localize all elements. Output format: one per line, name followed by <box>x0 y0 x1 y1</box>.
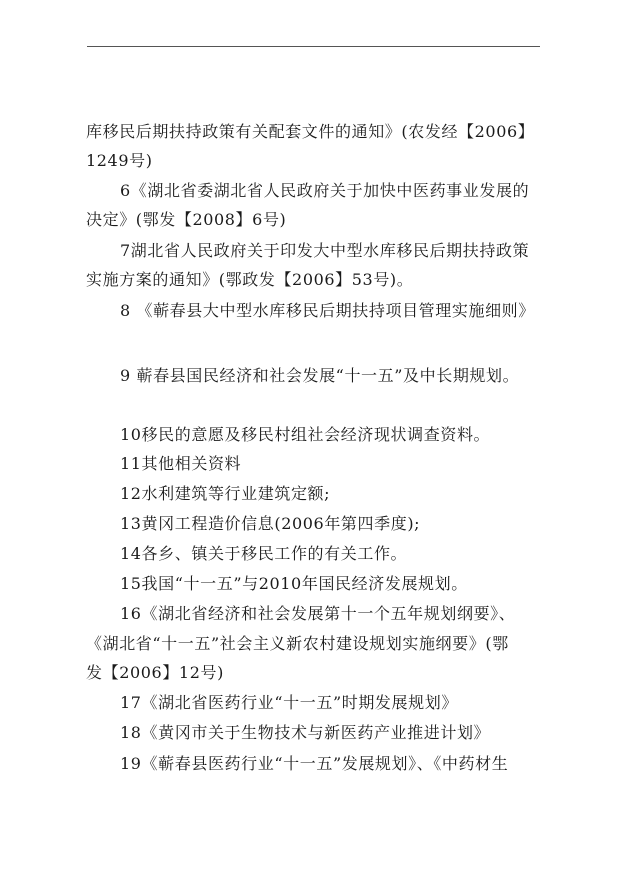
header-rule <box>87 46 540 47</box>
text-line: 库移民后期扶持政策有关配套文件的通知》(农发经【2006】 <box>86 122 535 141</box>
text-line: 10移民的意愿及移民村组社会经济现状调查资料。 <box>120 425 491 444</box>
text-line: 15我国“十一五”与2010年国民经济发展规划。 <box>120 574 468 593</box>
text-line: 8 《蕲春县大中型水库移民后期扶持项目管理实施细则》 <box>120 301 535 320</box>
text-line: 11其他相关资料 <box>120 454 242 473</box>
text-line: 13黄冈工程造价信息(2006年第四季度); <box>120 514 421 533</box>
text-line: 《湖北省“十一五”社会主义新农村建设规划实施纲要》(鄂 <box>86 634 509 653</box>
text-line: 14各乡、镇关于移民工作的有关工作。 <box>120 544 408 563</box>
text-line: 18《黄冈市关于生物技术与新医药产业推进计划》 <box>120 723 491 742</box>
text-line: 1249号) <box>86 151 153 170</box>
text-line: 7湖北省人民政府关于印发大中型水库移民后期扶持政策 <box>120 241 530 260</box>
text-line: 16《湖北省经济和社会发展第十一个五年规划纲要》、 <box>120 604 516 623</box>
text-line: 发【2006】12号) <box>86 663 224 682</box>
text-line: 12水利建筑等行业建筑定额; <box>120 484 331 503</box>
text-line: 实施方案的通知》(鄂政发【2006】53号)。 <box>86 270 414 289</box>
text-line: 9 蕲春县国民经济和社会发展“十一五”及中长期规划。 <box>120 366 520 385</box>
text-line: 决定》(鄂发【2008】6号) <box>86 210 287 229</box>
text-line: 19《蕲春县医药行业“十一五”发展规划》、《中药材生 <box>120 754 509 773</box>
text-line: 6《湖北省委湖北省人民政府关于加快中医药事业发展的 <box>120 181 530 200</box>
text-line: 17《湖北省医药行业“十一五”时期发展规划》 <box>120 693 458 712</box>
